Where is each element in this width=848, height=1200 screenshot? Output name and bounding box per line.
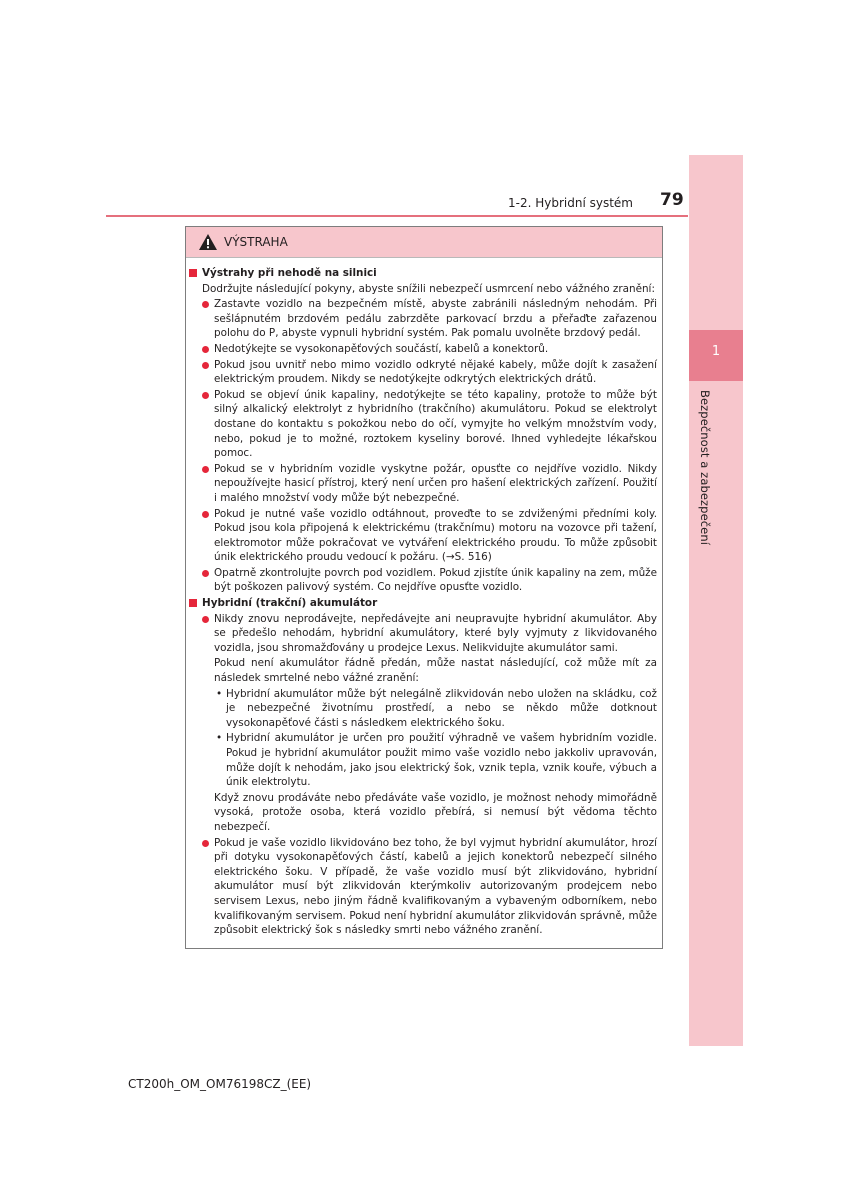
bullet-item: Opatrně zkontrolujte povrch pod vozidlem. Pokud zjistíte únik kapaliny na zem, může být poškozen palivový systém. Co nejdříve opusťte vozidlo.: [189, 566, 657, 595]
bullet-item: Pokud jsou uvnitř nebo mimo vozidlo odkryté nějaké kabely, může dojít k zasažení elektrickým proudem. Nikdy se nedotýkejte odkrytých elektrických drátů.: [189, 358, 657, 387]
warning-triangle-icon: [198, 233, 218, 251]
section-intro: Dodržujte následující pokyny, abyste snížili nebezpečí usmrcení nebo vážného zranění:: [202, 282, 655, 295]
bullet-item: Pokud je vaše vozidlo likvidováno bez toho, že byl vyjmut hybridní akumulátor, hrozí při dotyku vysokonapěťových částí, kabelů a jejich konektorů nebezpečí silného elektrického šoku. V případě, že vaše vozidlo musí být zlikvidováno, hybridní akumulátor musí být zlikvidován kterýmkoliv autorizovaným prodejcem nebo servisem Lexus, nebo jiným řádně kvalifikovaným a vybaveným odborníkem, nebo kvalifikovaným servisem. Pokud není hybridní akumulátor zlikvidován správně, může způsobit elektrický šok s následky smrti nebo vážného zranění.: [189, 836, 657, 938]
bullet-item: Zastavte vozidlo na bezpečném místě, abyste zabránili následným nehodám. Při sešlápnutém brzdovém pedálu zabrzděte parkovací brzdu a přeřaďte zařazenou polohu do P, abyste vypnuli hybridní systém. Pak pomalu uvolněte brzdový pedál.: [189, 297, 657, 341]
dot-item: • Hybridní akumulátor je určen pro použití výhradně ve vašem hybridním vozidle. Pokud je hybridní akumulátor použit mimo vaše vozidlo nebo jakkoliv upravován, může dojít k nehodám, jako jsou elektrický šok, vznik tepla, vznik kouře, výbuch a únik elektrolytu.: [189, 731, 657, 789]
warning-header: [186, 227, 662, 258]
bullet-item: Pokud se objeví únik kapaliny, nedotýkejte se této kapaliny, protože to může být silný alkalický elektrolyt z hybridního (trakčního) akumulátoru. Pokud se elektrolyt dostane do kontaktu s pokožkou nebo do očí, vymyjte ho velkým množstvím vody, nebo, pokud je to možné, roztokem kyseliny borové. Ihned vyhledejte lékařskou pomoc.: [189, 388, 657, 461]
warning-content: [189, 266, 657, 939]
document-code: CT200h_OM_OM76198CZ_(EE): [128, 1077, 312, 1091]
chapter-side-tab: [689, 155, 743, 1046]
dot-item: • Hybridní akumulátor může být nelegálně zlikvidován nebo uložen na skládku, což je nebezpečné životnímu prostředí, a nebo se někdo může dotknout vysokonapěťové části s následkem elektrického šoku.: [189, 687, 657, 731]
chapter-title: Bezpečnost a zabezpečení: [698, 390, 712, 546]
chapter-number: 1: [689, 330, 743, 381]
bullet-item: Pokud je nutné vaše vozidlo odtáhnout, proveďte to se zdviženými předními koly. Pokud jsou kola připojená k elektrickému (trakčnímu) motoru na vozovce při tažení, elektromotor může pokračovat ve vytváření elektrického proudu. To může způsobit únik elektrického proudu vedoucí k požáru. (→S. 516): [189, 507, 657, 565]
section-heading: Výstrahy při nehodě na silnici: [189, 266, 657, 281]
header-divider: [106, 215, 688, 217]
sub-paragraph: Pokud není akumulátor řádně předán, může nastat následující, což může mít za následek smrtelné nebo vážné zranění:: [214, 657, 657, 685]
bullet-item: Nikdy znovu neprodávejte, nepředávejte ani neupravujte hybridní akumulátor. Aby se předešlo nehodám, hybridní akumulátory, které byly vyjmuty z likvidovaného vozidla, jsou shromažďovány u prodejce Lexus. Nelikvidujte akumulátor sami.: [189, 612, 657, 656]
sub-paragraph: Když znovu prodáváte nebo předáváte vaše vozidlo, je možnost nehody mimořádně vysoká, protože osoba, která vozidlo přebírá, si nemusí být vědoma těchto nebezpečí.: [214, 791, 657, 833]
section-heading: Hybridní (trakční) akumulátor: [189, 596, 657, 611]
bullet-item: Pokud se v hybridním vozidle vyskytne požár, opusťte co nejdříve vozidlo. Nikdy nepoužívejte hasicí přístroj, který není určen pro hašení elektrických zařízení. Použití i malého množství vody může být nebezpečné.: [189, 462, 657, 506]
bullet-item: Nedotýkejte se vysokonapěťových součástí, kabelů a konektorů.: [189, 342, 657, 357]
page-number: 79: [660, 190, 684, 210]
warning-title: VÝSTRAHA: [224, 235, 288, 249]
section-title: 1-2. Hybridní systém: [508, 196, 633, 210]
